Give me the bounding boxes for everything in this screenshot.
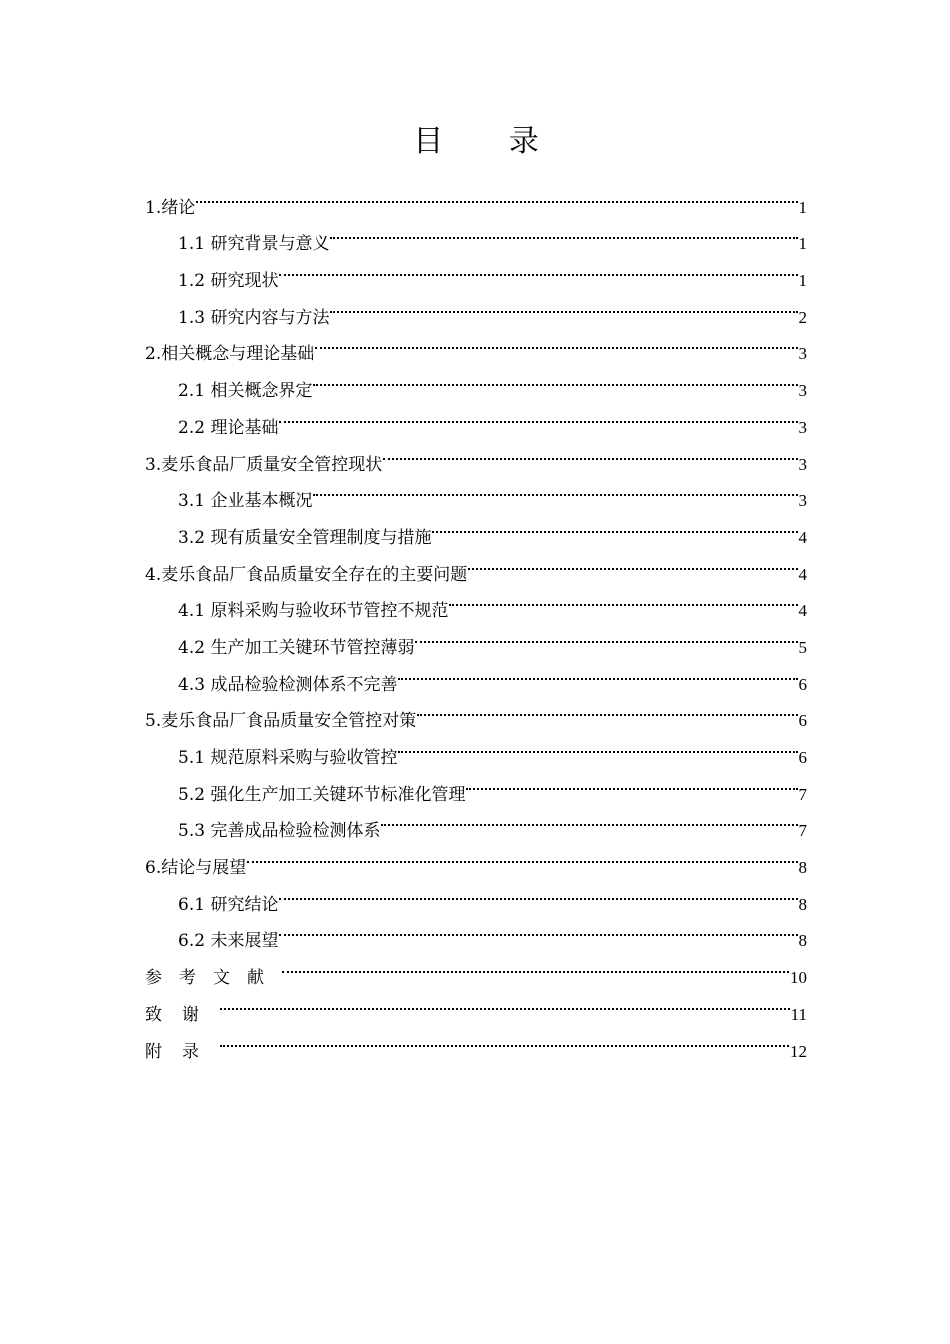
- toc-entry-page-number: 3: [798, 417, 807, 437]
- dot-leader: [247, 836, 797, 873]
- toc-entry-page-number: 3: [798, 381, 807, 401]
- toc-entry-page-number: 8: [798, 894, 807, 914]
- toc-entry-label: 5.2 强化生产加工关键环节标准化管理: [178, 784, 466, 805]
- toc-entry-page-number: 8: [798, 931, 807, 951]
- table-of-contents: [145, 176, 807, 1062]
- toc-entry-label: 5.3 完善成品检验检测体系: [178, 821, 381, 842]
- dot-leader: [381, 800, 797, 837]
- dot-leader: [279, 910, 797, 947]
- dot-leader: [383, 433, 797, 470]
- dot-leader: [468, 543, 797, 580]
- toc-entry-page-number: 3: [798, 491, 807, 511]
- toc-entry[interactable]: [145, 1020, 807, 1062]
- toc-entry-page-number: 2: [798, 307, 807, 327]
- toc-entry-page-number: 1: [798, 197, 807, 217]
- toc-entry-label: 1.3 研究内容与方法: [178, 307, 330, 328]
- dot-leader: [313, 359, 797, 396]
- toc-entry-label: 4.2 生产加工关键环节管控薄弱: [178, 637, 415, 658]
- dot-leader: [315, 323, 797, 360]
- toc-entry-label: 5.麦乐食品厂食品质量安全管控对策: [145, 711, 417, 732]
- dot-leader: [398, 726, 797, 763]
- toc-entry-label: 4.1 原料采购与验收环节管控不规范: [178, 601, 449, 622]
- dot-leader: [417, 690, 797, 727]
- toc-entry-page-number: 10: [790, 968, 807, 988]
- toc-entry-page-number: 4: [798, 564, 807, 584]
- dot-leader: [415, 616, 797, 653]
- toc-entry-label: 1.1 研究背景与意义: [178, 234, 330, 255]
- toc-entry-page-number: 6: [798, 748, 807, 767]
- dot-leader: [398, 653, 797, 690]
- dot-leader: [279, 873, 797, 910]
- dot-leader: [220, 1020, 789, 1057]
- toc-entry-page-number: 4: [798, 601, 807, 621]
- toc-entry-page-number: 6: [798, 674, 807, 694]
- toc-entry-page-number: 1: [798, 271, 807, 291]
- toc-entry-page-number: 12: [790, 1041, 807, 1061]
- toc-entry-label: 2.1 相关概念界定: [178, 381, 313, 402]
- dot-leader: [449, 580, 797, 617]
- toc-entry-label: 1.2 研究现状: [178, 271, 279, 292]
- dot-leader: [330, 213, 797, 250]
- toc-entry-page-number: 5: [798, 637, 807, 657]
- toc-entry-page-number: 6: [798, 711, 807, 731]
- toc-title: [145, 122, 807, 162]
- toc-entry-page-number: 3: [798, 454, 807, 474]
- toc-entry[interactable]: [145, 176, 807, 218]
- dot-leader: [313, 470, 797, 507]
- toc-entry[interactable]: [145, 983, 807, 1025]
- toc-entry-label: 致谢: [145, 1004, 219, 1025]
- toc-entry-page-number: 1: [798, 234, 807, 254]
- toc-entry[interactable]: [145, 213, 807, 255]
- toc-title-text: 目 录: [413, 124, 567, 159]
- dot-leader: [330, 286, 797, 323]
- toc-entry-label: 3.麦乐食品厂质量安全管控现状: [145, 454, 383, 475]
- toc-entry-label: 6.2 未来展望: [178, 931, 279, 952]
- toc-entry-label: 参考文献: [145, 968, 281, 989]
- toc-entry-page-number: 7: [798, 784, 807, 804]
- toc-entry-label: 5.1 规范原料采购与验收管控: [178, 748, 398, 768]
- toc-entry-label: 3.2 现有质量安全管理制度与措施: [178, 527, 432, 548]
- dot-leader: [196, 176, 797, 213]
- toc-entry-label: 2.相关概念与理论基础: [145, 344, 315, 365]
- toc-entry-page-number: 11: [790, 1004, 807, 1024]
- dot-leader: [220, 983, 790, 1020]
- dot-leader: [279, 396, 797, 433]
- toc-entry-label: 4.3 成品检验检测体系不完善: [178, 674, 398, 695]
- toc-entry-page-number: 7: [798, 821, 807, 841]
- toc-entry-label: 3.1 企业基本概况: [178, 491, 313, 512]
- dot-leader: [432, 506, 797, 543]
- toc-entry-label: 6.结论与展望: [145, 858, 247, 879]
- toc-entry-page-number: 8: [798, 858, 807, 878]
- toc-entry-label: 1.绪论: [145, 197, 196, 218]
- toc-entry-label: 2.2 理论基础: [178, 417, 279, 438]
- dot-leader: [279, 249, 797, 286]
- dot-leader: [466, 763, 797, 800]
- toc-entry-page-number: 4: [798, 527, 807, 547]
- toc-entry-label: 4.麦乐食品厂食品质量安全存在的主要问题: [145, 564, 468, 585]
- toc-entry-label: 6.1 研究结论: [178, 894, 279, 915]
- dot-leader: [282, 946, 789, 983]
- toc-entry-page-number: 3: [798, 344, 807, 364]
- toc-entry-label: 附录: [145, 1041, 219, 1062]
